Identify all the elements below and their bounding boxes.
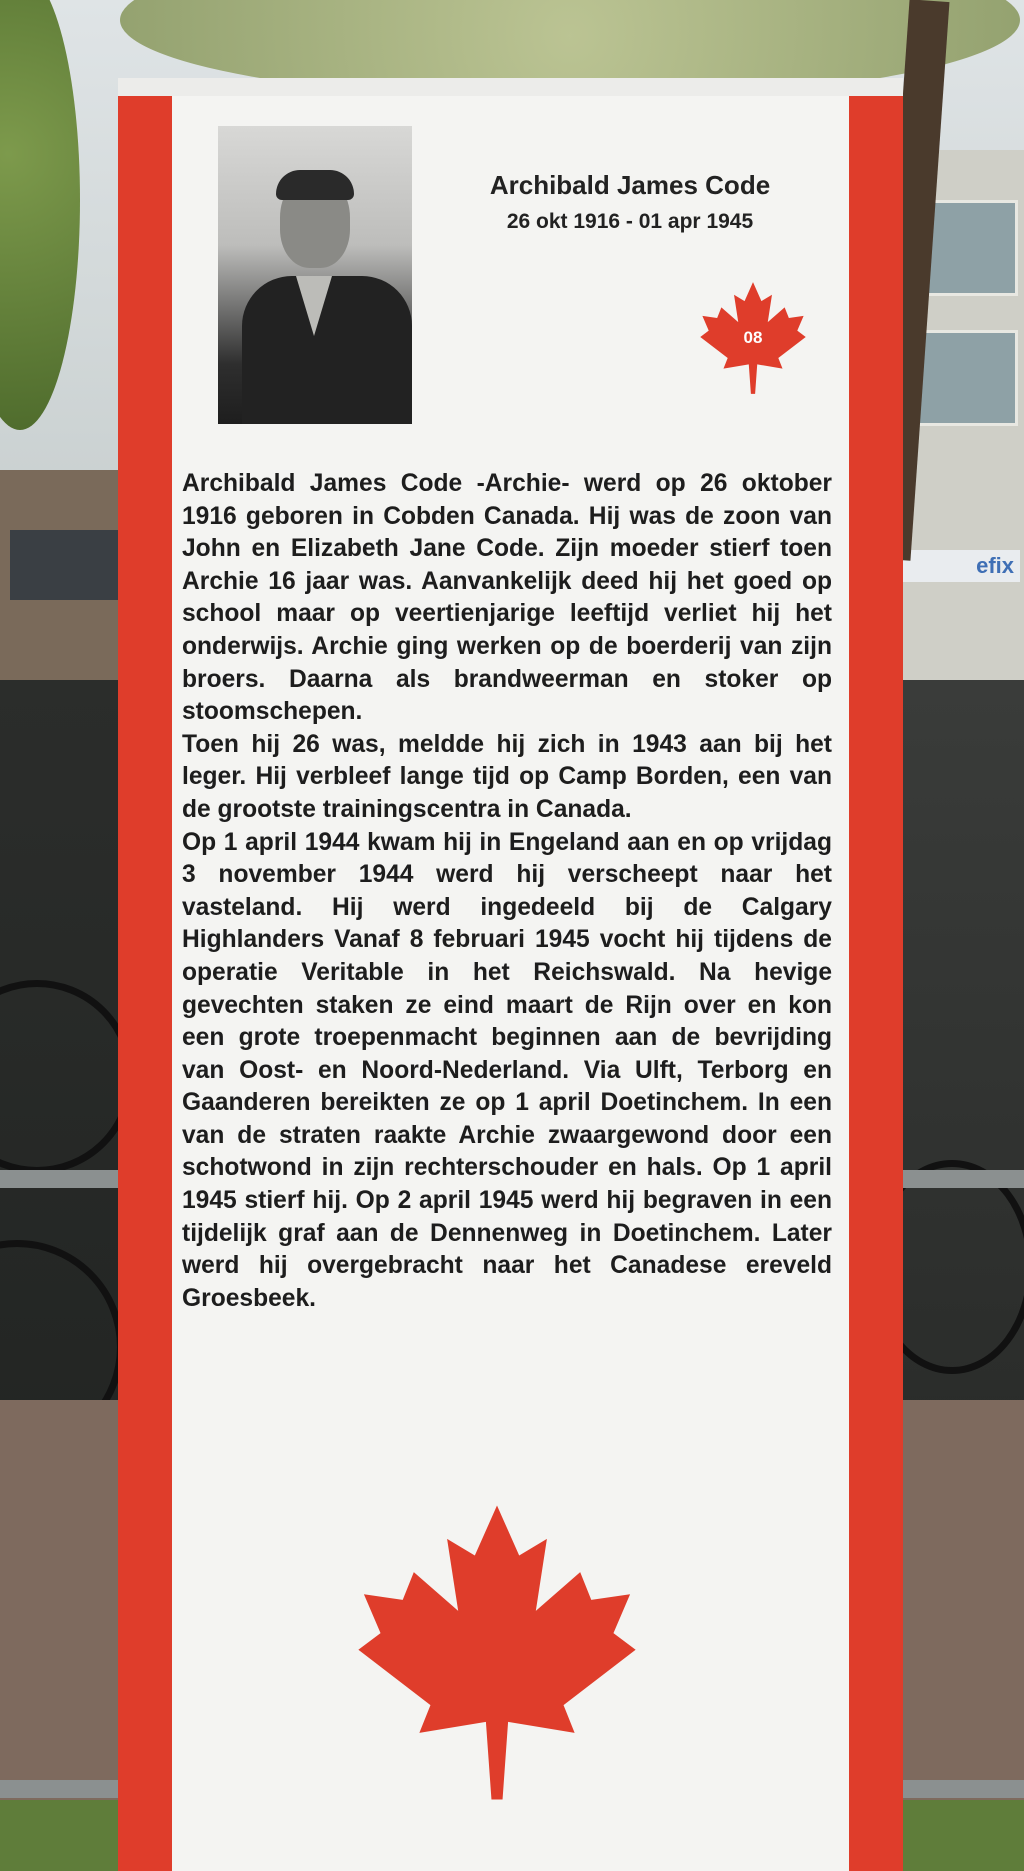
maple-leaf-badge-icon <box>700 280 806 396</box>
large-maple-leaf-icon <box>353 1500 641 1805</box>
biography-text <box>182 468 832 1315</box>
biography-paragraph: Op 1 april 1944 kwam hij in Engeland aan en op vrijdag 3 november 1944 werd hij verscheept naar het vasteland. Hij werd ingedeeld bij de Calgary Highlanders Vanaf 8 februari 1945 vocht hij tijdens de operatie Veritable in het Reichswald. Na hevige gevechten staken ze eind maart de Rijn over en kon een grote troepenmacht beginnen aan de bevrijding van Oost- en Noord-Nederland. Via Ulft, Terborg en Gaanderen bereikten ze op 1 april Doetinchem. In een van de straten raakte Archie zwaargewond door een schotwond in zijn rechterschouder en hals. Op 1 april 1945 stierf hij. Op 2 april 1945 werd hij begraven in een tijdelijk graf aan de Dennenweg in Doetinchem. Later werd hij overgebracht naar het Canadese ereveld Groesbeek. <box>182 828 832 1312</box>
biography-paragraph: Archibald James Code -Archie- werd op 26 oktober 1916 geboren in Cobden Canada. Hij was de zoon van John en Elizabeth Jane Code. Zijn moeder stierf toen Archie 16 jaar was. Aanvankelijk deed hij het goed op school maar op veertienjarige leeftijd verliet hij het onderwijs. Archie ging werken op de boerderij van zijn broers. Daarna als brandweerman en stoker op stoomschepen. <box>182 470 832 726</box>
bicycle-wheel <box>0 980 134 1174</box>
life-dates: 26 okt 1916 - 01 apr 1945 <box>506 210 754 233</box>
portrait-body <box>242 276 412 424</box>
portrait-photo <box>218 126 412 424</box>
building-window <box>10 530 120 600</box>
biography-paragraph: Toen hij 26 was, meldde hij zich in 1943 aan bij het leger. Hij verbleef lange tijd op Camp Borden, een van de grootste trainingscentra in Canada. <box>182 730 832 823</box>
storefront-sign: efix <box>890 550 1020 582</box>
banner-red-border-left <box>118 96 172 1871</box>
building-left <box>0 470 130 700</box>
maple-leaf-icon <box>353 1500 641 1805</box>
banner-top-bar <box>118 78 903 98</box>
portrait-hair <box>276 170 354 200</box>
badge-number: 08 <box>743 328 763 347</box>
soldier-name: Archibald James Code <box>489 170 771 200</box>
banner-red-border-right <box>849 96 903 1871</box>
